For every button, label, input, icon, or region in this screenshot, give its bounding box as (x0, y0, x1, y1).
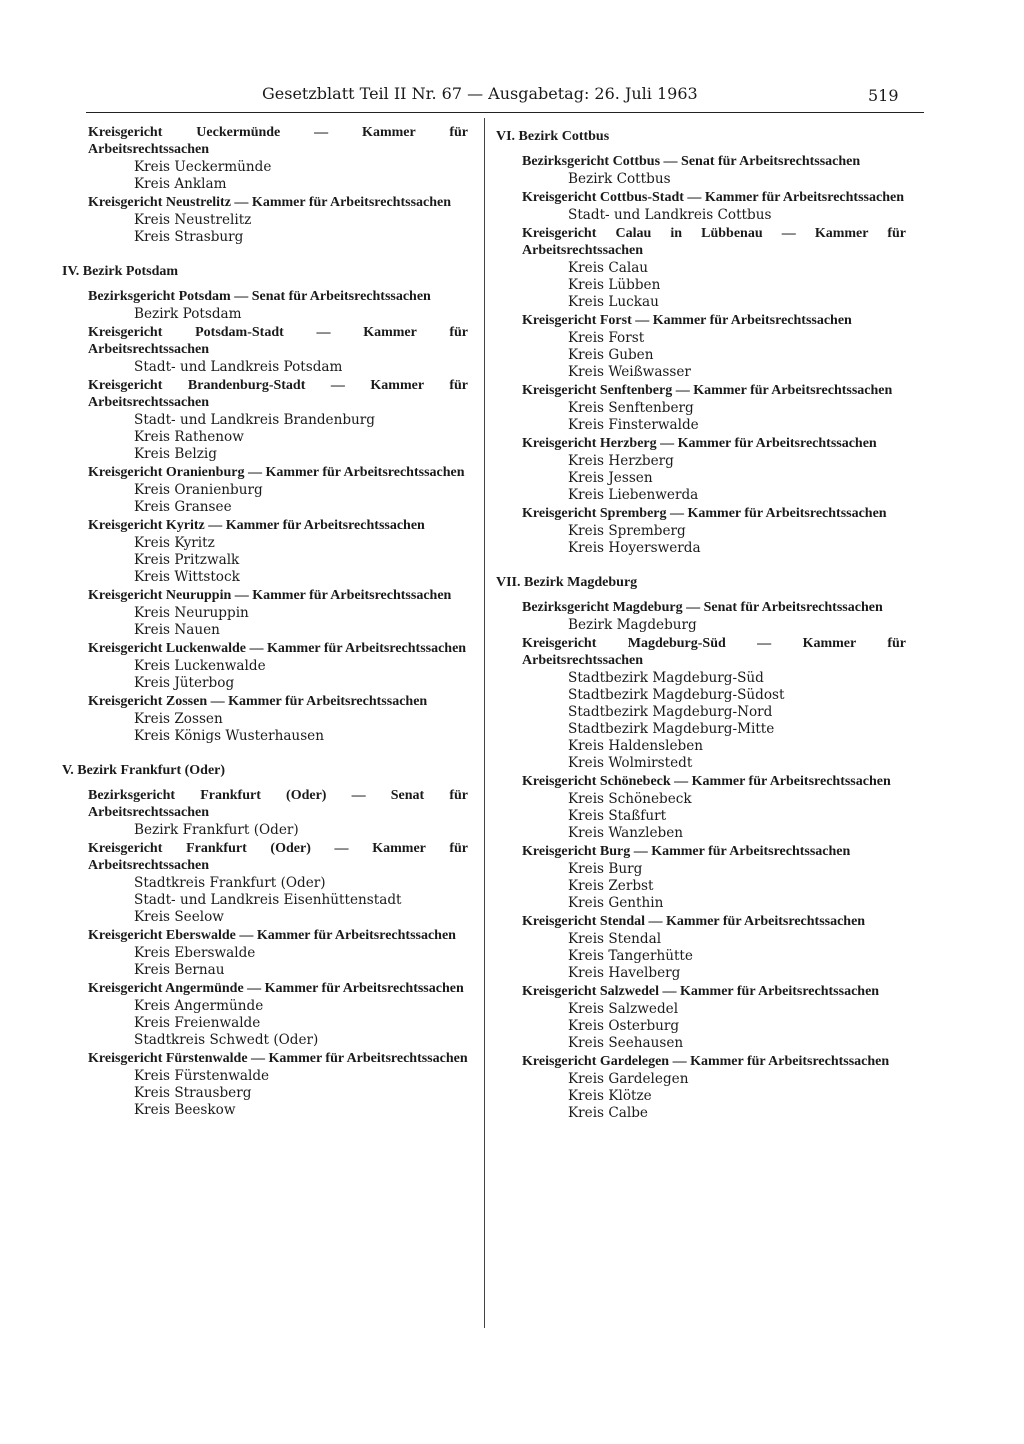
jurisdiction-area: Stadt- und Landkreis Brandenburg (134, 412, 376, 428)
jurisdiction-area: Bezirk Cottbus (568, 171, 671, 187)
court-entry (496, 773, 906, 842)
jurisdiction-area: Kreis Burg (568, 861, 643, 877)
jurisdiction-area: Kreis Zerbst (568, 878, 654, 894)
jurisdiction-area: Kreis Bernau (134, 962, 225, 978)
jurisdiction-area: Kreis Calau (568, 260, 649, 276)
jurisdiction-area: Kreis Seelow (134, 909, 224, 925)
jurisdiction-area: Kreis Seehausen (568, 1035, 684, 1051)
court-entry (496, 312, 906, 381)
jurisdiction-area: Kreis Klötze (568, 1088, 652, 1104)
court-title: Bezirksgericht Magdeburg — Senat für Arbeitsrechtssachen (522, 600, 883, 615)
court-title: Bezirksgericht Cottbus — Senat für Arbeitsrechtssachen (522, 154, 861, 169)
court-entry (496, 843, 906, 912)
district-heading: V. Bezirk Frankfurt (Oder) (62, 763, 226, 778)
court-entry (496, 1053, 906, 1122)
district-heading: IV. Bezirk Potsdam (62, 264, 179, 279)
court-entry (496, 382, 906, 434)
court-title: Kreisgericht Calau in Lübbenau — Kammer für Arbeitsrechtssachen (522, 226, 906, 258)
court-title: Kreisgericht Eberswalde — Kammer für Arbeitsrechtssachen (88, 928, 456, 943)
court-title: Kreisgericht Potsdam-Stadt — Kammer für Arbeitsrechtssachen (88, 325, 468, 357)
court-title: Kreisgericht Salzwedel — Kammer für Arbeitsrechtssachen (522, 984, 880, 999)
jurisdiction-area: Kreis Haldensleben (568, 738, 704, 754)
court-entry (62, 980, 468, 1049)
jurisdiction-area: Kreis Nauen (134, 622, 220, 638)
court-title: Kreisgericht Brandenburg-Stadt — Kammer für Arbeitsrechtssachen (88, 378, 468, 410)
court-title: Kreisgericht Cottbus-Stadt — Kammer für Arbeitsrechtssachen (522, 190, 904, 205)
court-title: Kreisgericht Stendal — Kammer für Arbeitsrechtssachen (522, 914, 866, 929)
jurisdiction-area: Kreis Guben (568, 347, 654, 363)
jurisdiction-area: Kreis Anklam (134, 176, 227, 192)
court-title: Kreisgericht Herzberg — Kammer für Arbeitsrechtssachen (522, 436, 877, 451)
court-title: Kreisgericht Neustrelitz — Kammer für Arbeitsrechtssachen (88, 195, 452, 210)
court-title: Kreisgericht Magdeburg-Süd — Kammer für Arbeitsrechtssachen (522, 636, 906, 668)
court-entry (496, 189, 906, 224)
jurisdiction-area: Kreis Gardelegen (568, 1071, 689, 1087)
jurisdiction-area: Stadt- und Landkreis Cottbus (568, 207, 772, 223)
jurisdiction-area: Stadtkreis Frankfurt (Oder) (134, 875, 326, 891)
jurisdiction-area: Kreis Oranienburg (134, 482, 263, 498)
jurisdiction-area: Kreis Neuruppin (134, 605, 249, 621)
jurisdiction-area: Bezirk Frankfurt (Oder) (134, 822, 299, 838)
jurisdiction-area: Kreis Schönebeck (568, 791, 692, 807)
court-title: Kreisgericht Zossen — Kammer für Arbeitsrechtssachen (88, 694, 428, 709)
court-title: Kreisgericht Kyritz — Kammer für Arbeitsrechtssachen (88, 518, 425, 533)
jurisdiction-area: Kreis Luckau (568, 294, 659, 310)
page-header: Gesetzblatt Teil II Nr. 67 — Ausgabetag: 26. Juli 1963 (262, 84, 698, 103)
court-title: Bezirksgericht Potsdam — Senat für Arbeitsrechtssachen (88, 289, 431, 304)
jurisdiction-area: Kreis Weißwasser (568, 364, 691, 380)
jurisdiction-area: Kreis Beeskow (134, 1102, 236, 1118)
court-entry (62, 840, 468, 926)
court-entry (496, 635, 906, 772)
jurisdiction-area: Bezirk Magdeburg (568, 617, 697, 633)
court-title: Kreisgericht Frankfurt (Oder) — Kammer für Arbeitsrechtssachen (88, 841, 468, 873)
jurisdiction-area: Kreis Luckenwalde (134, 658, 266, 674)
court-title: Kreisgericht Luckenwalde — Kammer für Arbeitsrechtssachen (88, 641, 467, 656)
court-title: Kreisgericht Forst — Kammer für Arbeitsrechtssachen (522, 313, 852, 328)
jurisdiction-area: Kreis Osterburg (568, 1018, 680, 1034)
court-entry (62, 693, 468, 745)
jurisdiction-area: Stadtkreis Schwedt (Oder) (134, 1032, 319, 1048)
jurisdiction-area: Kreis Liebenwerda (568, 487, 699, 503)
jurisdiction-area: Stadtbezirk Magdeburg-Mitte (568, 721, 775, 737)
jurisdiction-area: Kreis Wittstock (134, 569, 240, 585)
jurisdiction-area: Kreis Jessen (568, 470, 653, 486)
jurisdiction-area: Kreis Belzig (134, 446, 217, 462)
court-entry (62, 640, 468, 692)
jurisdiction-area: Kreis Spremberg (568, 523, 686, 539)
court-entry (496, 913, 906, 982)
left-column (62, 124, 468, 1120)
jurisdiction-area: Kreis Lübben (568, 277, 661, 293)
jurisdiction-area: Kreis Staßfurt (568, 808, 667, 824)
header-rule (86, 112, 924, 113)
jurisdiction-area: Kreis Gransee (134, 499, 232, 515)
jurisdiction-area: Stadtbezirk Magdeburg-Nord (568, 704, 773, 720)
court-title: Kreisgericht Gardelegen — Kammer für Arbeitsrechtssachen (522, 1054, 890, 1069)
jurisdiction-area: Kreis Neustrelitz (134, 212, 252, 228)
court-entry (496, 153, 906, 188)
court-entry (496, 505, 906, 557)
court-entry (62, 288, 468, 323)
court-entry (62, 517, 468, 586)
district-heading: VI. Bezirk Cottbus (496, 129, 610, 144)
jurisdiction-area: Kreis Forst (568, 330, 645, 346)
court-title: Kreisgericht Neuruppin — Kammer für Arbeitsrechtssachen (88, 588, 452, 603)
jurisdiction-area: Kreis Pritzwalk (134, 552, 240, 568)
jurisdiction-area: Kreis Angermünde (134, 998, 264, 1014)
jurisdiction-area: Kreis Wanzleben (568, 825, 684, 841)
court-entry (62, 1050, 468, 1119)
court-title: Kreisgericht Burg — Kammer für Arbeitsrechtssachen (522, 844, 851, 859)
court-title: Kreisgericht Ueckermünde — Kammer für Arbeitsrechtssachen (88, 125, 468, 157)
jurisdiction-area: Kreis Strausberg (134, 1085, 252, 1101)
court-title: Kreisgericht Fürstenwalde — Kammer für Arbeitsrechtssachen (88, 1051, 468, 1066)
court-title: Kreisgericht Schönebeck — Kammer für Arbeitsrechtssachen (522, 774, 891, 789)
jurisdiction-area: Kreis Calbe (568, 1105, 648, 1121)
court-title: Kreisgericht Senftenberg — Kammer für Arbeitsrechtssachen (522, 383, 893, 398)
court-title: Kreisgericht Spremberg — Kammer für Arbeitsrechtssachen (522, 506, 887, 521)
court-title: Bezirksgericht Frankfurt (Oder) — Senat für Arbeitsrechtssachen (88, 788, 468, 820)
court-entry (62, 927, 468, 979)
jurisdiction-area: Kreis Zossen (134, 711, 223, 727)
jurisdiction-area: Stadt- und Landkreis Eisenhüttenstadt (134, 892, 402, 908)
jurisdiction-area: Kreis Ueckermünde (134, 159, 272, 175)
jurisdiction-area: Kreis Salzwedel (568, 1001, 679, 1017)
jurisdiction-area: Kreis Finsterwalde (568, 417, 699, 433)
district-heading: VII. Bezirk Magdeburg (496, 575, 638, 590)
jurisdiction-area: Kreis Jüterbog (134, 675, 235, 691)
jurisdiction-area: Stadtbezirk Magdeburg-Südost (568, 687, 785, 703)
jurisdiction-area: Stadtbezirk Magdeburg-Süd (568, 670, 764, 686)
jurisdiction-area: Kreis Senftenberg (568, 400, 694, 416)
jurisdiction-area: Kreis Kyritz (134, 535, 215, 551)
court-entry (496, 983, 906, 1052)
jurisdiction-area: Kreis Wolmirstedt (568, 755, 693, 771)
jurisdiction-area: Kreis Genthin (568, 895, 664, 911)
court-entry (62, 124, 468, 193)
jurisdiction-area: Kreis Königs Wusterhausen (134, 728, 324, 744)
court-title: Kreisgericht Angermünde — Kammer für Arbeitsrechtssachen (88, 981, 464, 996)
column-divider (484, 118, 485, 1328)
court-title: Kreisgericht Oranienburg — Kammer für Arbeitsrechtssachen (88, 465, 465, 480)
court-entry (62, 587, 468, 639)
court-entry (496, 599, 906, 634)
court-entry (62, 464, 468, 516)
court-entry (62, 787, 468, 839)
jurisdiction-area: Kreis Havelberg (568, 965, 681, 981)
jurisdiction-area: Kreis Strasburg (134, 229, 244, 245)
jurisdiction-area: Bezirk Potsdam (134, 306, 242, 322)
court-entry (62, 377, 468, 463)
jurisdiction-area: Kreis Freienwalde (134, 1015, 261, 1031)
jurisdiction-area: Kreis Stendal (568, 931, 662, 947)
right-column (496, 128, 906, 1123)
jurisdiction-area: Kreis Eberswalde (134, 945, 256, 961)
jurisdiction-area: Kreis Herzberg (568, 453, 674, 469)
jurisdiction-area: Kreis Tangerhütte (568, 948, 693, 964)
court-entry (62, 194, 468, 246)
jurisdiction-area: Kreis Hoyerswerda (568, 540, 701, 556)
jurisdiction-area: Kreis Fürstenwalde (134, 1068, 270, 1084)
court-entry (496, 225, 906, 311)
jurisdiction-area: Kreis Rathenow (134, 429, 244, 445)
court-entry (496, 435, 906, 504)
jurisdiction-area: Stadt- und Landkreis Potsdam (134, 359, 343, 375)
court-entry (62, 324, 468, 376)
page-number: 519 (868, 86, 899, 105)
